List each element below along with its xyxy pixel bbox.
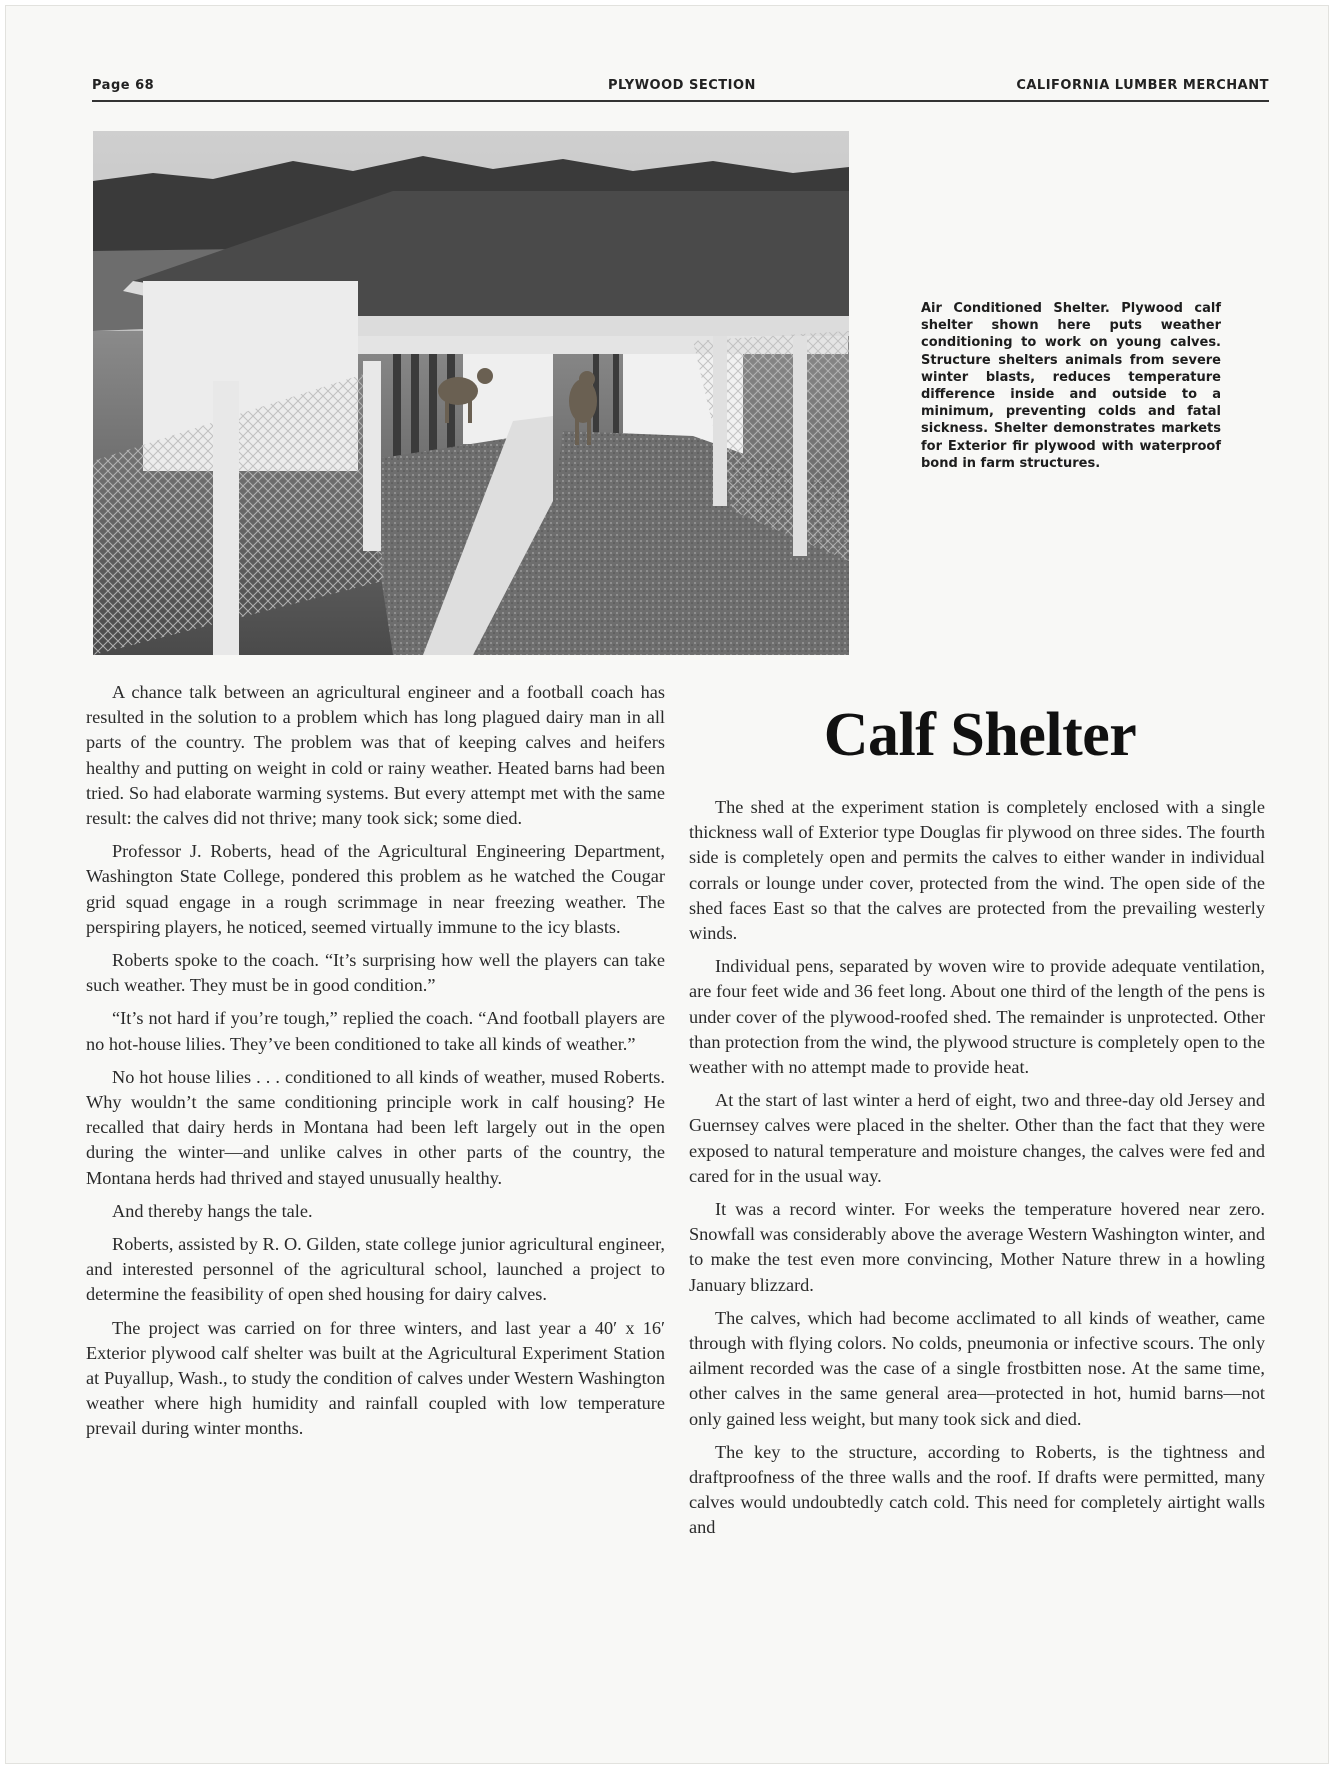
article-title: Calf Shelter — [823, 701, 1137, 769]
paragraph: The shed at the experiment station is completely enclosed with a single thickness wall of Exterior type Douglas fir plywood on three sides. The fourth side is completely open and permits the calves to either wander in individual corrals or lounge under cover, protected from the wind. The open side of the shed faces East so that the calves are protected from the prevailing westerly winds. — [689, 797, 1265, 944]
article-right-column — [689, 795, 1265, 1549]
page-number: Page 68 — [92, 78, 155, 93]
paragraph: The project was carried on for three winters, and last year a 40′ x 16′ Exterior plywood calf shelter was built at the Agricultural Experiment Station at Puyallup, Wash., to study the condition of calves under Western Washington weather where high humidity and rainfall coupled with low temperature prevail during winter months. — [86, 1317, 665, 1439]
paragraph: The key to the structure, according to Roberts, is the tightness and draftproofness of the three walls and the roof. If drafts were permitted, many calves would undoubtedly catch cold. This need for completely airtight walls and — [689, 1441, 1265, 1538]
paragraph: “It’s not hard if you’re tough,” replied the coach. “And football players are no hot-house lilies. They’ve been conditioned to take all kinds of weather.” — [86, 1008, 665, 1054]
paragraph: Roberts spoke to the coach. “It’s surprising how well the players can take such weather. They must be in good condition.” — [86, 950, 665, 996]
photo-illustration — [93, 131, 849, 655]
running-header — [92, 78, 1269, 102]
section-name: PLYWOOD SECTION — [608, 78, 756, 93]
paragraph: The calves, which had become acclimated to all kinds of weather, came through with flying colors. No colds, pneumonia or infective scours. The only ailment recorded was the case of a single frostbitten nose. At the same time, other calves in the same general area—protected in hot, humid barns—not only gained less weight, but many took sick and died. — [689, 1307, 1265, 1429]
paragraph: Roberts, assisted by R. O. Gilden, state college junior agricultural engineer, and interested personnel of the agricultural school, launched a project to determine the feasibility of open shed housing for dairy calves. — [86, 1234, 665, 1305]
photo-caption: Air Conditioned Shelter. Plywood calf shelter shown here puts weather conditioning to work on young calves. Structure shelters animals from severe winter blasts, reduces temperature difference inside and outside to a minimum, preventing colds and fatal sickness. Shelter demonstrates markets for Exterior fir plywood with waterproof bond in farm structures. — [921, 301, 1221, 471]
calf-shelter-photo — [93, 131, 849, 655]
header-rule — [92, 100, 1269, 102]
article-left-column — [86, 680, 665, 1450]
paragraph: No hot house lilies . . . conditioned to all kinds of weather, mused Roberts. Why wouldn’t the same conditioning principle work in calf housing? He recalled that dairy herds in Montana had been left largely out in the open during the winter—and unlike calves in other parts of the country, the Montana herds had thrived and stayed unusually healthy. — [86, 1066, 665, 1188]
paragraph: It was a record winter. For weeks the temperature hovered near zero. Snowfall was considerably above the average Western Washington winter, and to make the test even more convincing, Mother Nature threw in a howling January blizzard. — [689, 1199, 1265, 1295]
paragraph: Individual pens, separated by woven wire to provide adequate ventilation, are four feet wide and 36 feet long. About one third of the length of the pens is under cover of the plywood-roofed shed. The remainder is unprotected. Other than protection from the wind, the plywood structure is completely open to the weather with no attempt made to provide heat. — [689, 956, 1265, 1078]
paragraph: At the start of last winter a herd of eight, two and three-day old Jersey and Guernsey calves were placed in the shelter. Other than the fact that they were exposed to natural temperature and moisture changes, the calves were fed and cared for in the usual way. — [689, 1090, 1265, 1186]
paragraph: A chance talk between an agricultural engineer and a football coach has resulted in the solution to a problem which has long plagued dairy man in all parts of the country. The problem was that of keeping calves and heifers healthy and putting on weight in cold or rainy weather. Heated barns had been tried. So had elaborate warming systems. But every attempt met with the same result: the calves did not thrive; many took sick; some died. — [86, 682, 665, 829]
paragraph: Professor J. Roberts, head of the Agricultural Engineering Department, Washington State College, pondered this problem as he watched the Cougar grid squad engage in a rough scrimmage in near freezing weather. The perspiring players, he noticed, seemed virtually immune to the icy blasts. — [86, 841, 665, 937]
paragraph: And thereby hangs the tale. — [112, 1200, 313, 1221]
publication-name: CALIFORNIA LUMBER MERCHANT — [1016, 78, 1269, 93]
